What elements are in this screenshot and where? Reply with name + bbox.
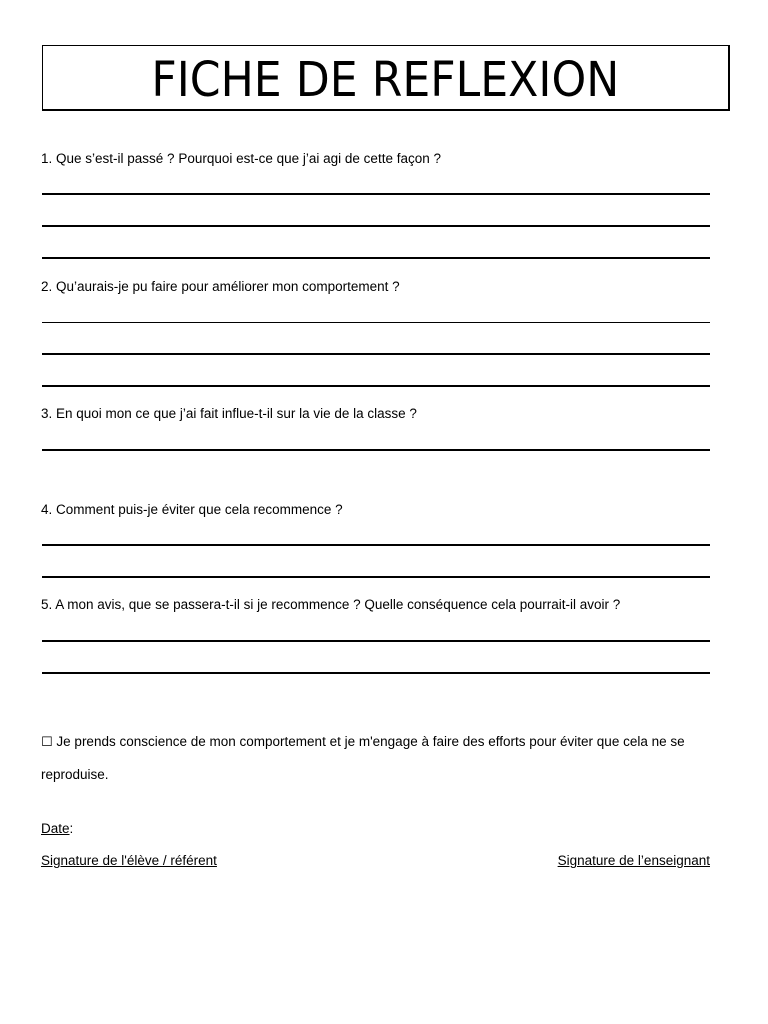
answer-line-q5-1[interactable] bbox=[42, 640, 710, 642]
question-5: 5. A mon avis, que se passera-t-il si je recommence ? Quelle conséquence cela pourrait-il avoir ? bbox=[41, 597, 621, 612]
answer-line-q1-3[interactable] bbox=[42, 257, 710, 259]
engagement-text: Je prends conscience de mon comportement et je m'engage à faire des efforts pour éviter que cela ne se reproduise. bbox=[41, 734, 685, 782]
answer-line-q2-1[interactable] bbox=[42, 322, 710, 323]
page-title: FICHE DE REFLEXION bbox=[151, 51, 620, 108]
engagement-checkbox[interactable]: ☐ bbox=[41, 735, 53, 750]
date-colon: : bbox=[69, 821, 74, 836]
title-box bbox=[42, 45, 730, 111]
answer-line-q5-2[interactable] bbox=[42, 672, 710, 674]
question-2: 2. Qu’aurais-je pu faire pour améliorer mon comportement ? bbox=[41, 279, 400, 294]
teacher-signature-label: Signature de l’enseignant bbox=[557, 853, 710, 868]
student-signature-label: Signature de l'élève / référent bbox=[41, 853, 217, 868]
answer-line-q1-2[interactable] bbox=[42, 225, 710, 227]
answer-line-q4-1[interactable] bbox=[42, 544, 710, 546]
question-3: 3. En quoi mon ce que j’ai fait influe-t-il sur la vie de la classe ? bbox=[41, 406, 417, 421]
date-label: Date bbox=[41, 821, 70, 836]
date-field bbox=[41, 822, 73, 836]
answer-line-q4-2[interactable] bbox=[42, 576, 710, 578]
engagement-statement bbox=[41, 726, 731, 791]
question-4: 4. Comment puis-je éviter que cela recommence ? bbox=[41, 502, 343, 517]
answer-line-q2-2[interactable] bbox=[42, 353, 710, 355]
question-1: 1. Que s’est-il passé ? Pourquoi est-ce que j’ai agi de cette façon ? bbox=[41, 151, 441, 166]
answer-line-q1-1[interactable] bbox=[42, 193, 710, 195]
answer-line-q2-3[interactable] bbox=[42, 385, 710, 387]
answer-line-q3-1[interactable] bbox=[42, 449, 710, 451]
